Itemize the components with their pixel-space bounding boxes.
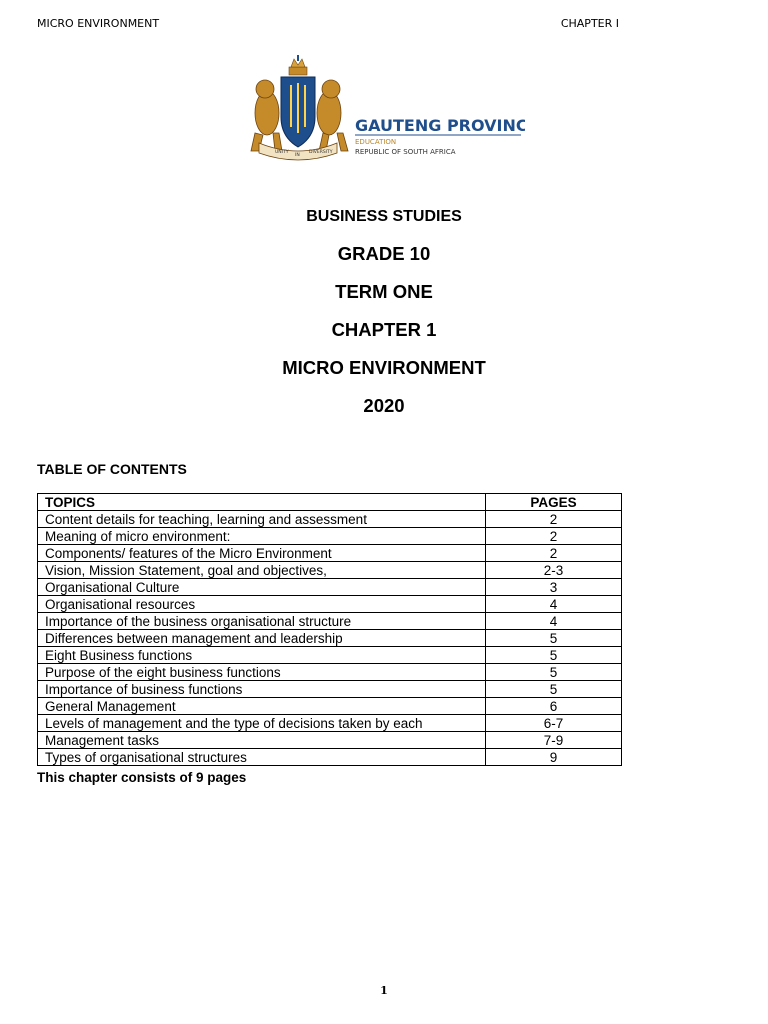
- topics-column-header: TOPICS: [38, 494, 486, 511]
- toc-topic-cell: Differences between management and leadership: [38, 630, 486, 647]
- table-row: [38, 596, 622, 613]
- table-row: [38, 647, 622, 664]
- toc-pages-cell: 5: [486, 664, 622, 681]
- toc-pages-cell: 2: [486, 511, 622, 528]
- chapter-title: CHAPTER 1: [331, 319, 437, 340]
- logo-department: EDUCATION: [355, 138, 397, 146]
- table-row: [38, 562, 622, 579]
- toc-pages-cell: 6: [486, 698, 622, 715]
- table-row: [38, 698, 622, 715]
- page-number: 1: [380, 984, 388, 997]
- year-title: 2020: [363, 395, 405, 416]
- header-title: MICRO ENVIRONMENT: [37, 17, 160, 30]
- toc-topic-cell: Organisational Culture: [38, 579, 486, 596]
- toc-topic-cell: Organisational resources: [38, 596, 486, 613]
- toc-pages-cell: 5: [486, 630, 622, 647]
- table-row: [38, 630, 622, 647]
- toc-pages-cell: 2: [486, 528, 622, 545]
- table-row: [38, 749, 622, 766]
- title-block: [0, 208, 768, 433]
- logo-country: REPUBLIC OF SOUTH AFRICA: [355, 148, 456, 156]
- term-title: TERM ONE: [335, 281, 433, 302]
- toc-pages-cell: 5: [486, 681, 622, 698]
- page-header: [37, 17, 619, 30]
- toc-table: [37, 493, 622, 766]
- header-chapter: CHAPTER I: [560, 17, 619, 30]
- toc-topic-cell: Eight Business functions: [38, 647, 486, 664]
- table-row: [38, 715, 622, 732]
- table-row: [38, 732, 622, 749]
- toc-header-row: [38, 494, 622, 511]
- toc-topic-cell: Components/ features of the Micro Environment: [38, 545, 486, 562]
- toc-topic-cell: Management tasks: [38, 732, 486, 749]
- toc-topic-cell: Vision, Mission Statement, goal and objectives,: [38, 562, 486, 579]
- toc-pages-cell: 6-7: [486, 715, 622, 732]
- toc-pages-cell: 9: [486, 749, 622, 766]
- table-row: [38, 511, 622, 528]
- gauteng-logo: [245, 55, 525, 165]
- toc-pages-cell: 5: [486, 647, 622, 664]
- topic-title: MICRO ENVIRONMENT: [282, 357, 486, 378]
- toc-topic-cell: Purpose of the eight business functions: [38, 664, 486, 681]
- logo-province-name: GAUTENG PROVINCE: [355, 116, 525, 135]
- table-row: [38, 613, 622, 630]
- motto-mid: IN: [295, 153, 300, 158]
- toc-heading: TABLE OF CONTENTS: [37, 461, 187, 477]
- table-row: [38, 681, 622, 698]
- table-row: [38, 664, 622, 681]
- toc-topic-cell: Levels of management and the type of decisions taken by each: [38, 715, 486, 732]
- toc-topic-cell: Importance of business functions: [38, 681, 486, 698]
- toc-pages-cell: 2-3: [486, 562, 622, 579]
- pages-column-header: PAGES: [486, 494, 622, 511]
- toc-topic-cell: Types of organisational structures: [38, 749, 486, 766]
- toc-topic-cell: General Management: [38, 698, 486, 715]
- toc-pages-cell: 2: [486, 545, 622, 562]
- motto-left: UNITY: [275, 150, 289, 155]
- toc-pages-cell: 4: [486, 596, 622, 613]
- table-row: [38, 545, 622, 562]
- table-row: [38, 528, 622, 545]
- toc-body: [38, 511, 622, 766]
- toc-pages-cell: 3: [486, 579, 622, 596]
- grade-title: GRADE 10: [337, 243, 431, 264]
- toc-pages-cell: 4: [486, 613, 622, 630]
- table-row: [38, 579, 622, 596]
- toc-pages-cell: 7-9: [486, 732, 622, 749]
- toc-topic-cell: Importance of the business organisational structure: [38, 613, 486, 630]
- chapter-page-count: This chapter consists of 9 pages: [37, 770, 247, 785]
- coat-of-arms-icon: [245, 55, 525, 165]
- toc-topic-cell: Meaning of micro environment:: [38, 528, 486, 545]
- motto-right: DIVERSITY: [309, 150, 333, 155]
- toc-topic-cell: Content details for teaching, learning and assessment: [38, 511, 486, 528]
- subject-title: BUSINESS STUDIES: [306, 208, 462, 225]
